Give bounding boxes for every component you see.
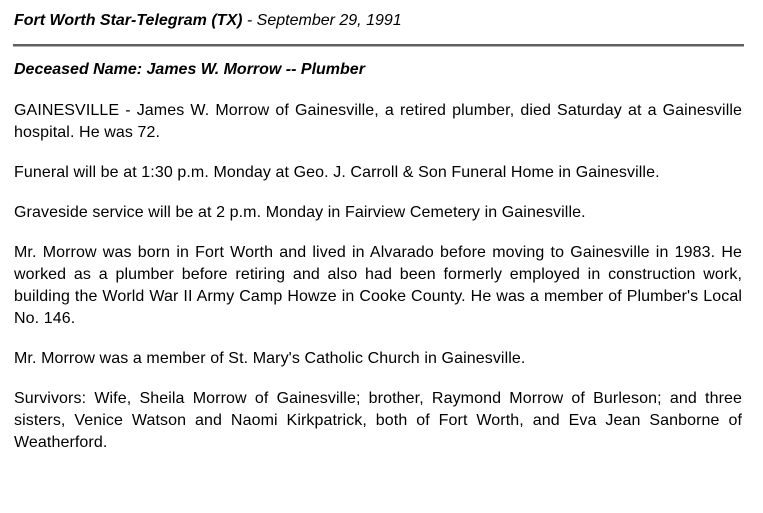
obituary-body — [14, 100, 742, 472]
paragraph-graveside: Graveside service will be at 2 p.m. Monday in Fairview Cemetery in Gainesville. — [14, 204, 586, 221]
header — [14, 12, 402, 30]
deceased-name: Deceased Name: James W. Morrow -- Plumber — [14, 61, 365, 78]
paragraph-funeral: Funeral will be at 1:30 p.m. Monday at Geo. J. Carroll & Son Funeral Home in Gainesville. — [14, 164, 660, 181]
paragraph-church: Mr. Morrow was a member of St. Mary's Catholic Church in Gainesville. — [14, 350, 526, 367]
paragraph-announcement: GAINESVILLE - James W. Morrow of Gainesville, a retired plumber, died Saturday at a Gainesville hospital. He was 72. — [14, 102, 742, 141]
header-separator: - — [242, 12, 257, 29]
publication-date: September 29, 1991 — [256, 12, 402, 29]
paragraph-biography: Mr. Morrow was born in Fort Worth and lived in Alvarado before moving to Gainesville in 1983. He worked as a plumber before retiring and also had been formerly employed in construction work, building the World War II Army Camp Howze in Cooke County. He was a member of Plumber's Local No. 146. — [14, 244, 742, 327]
header-divider — [13, 44, 744, 47]
newspaper-name: Fort Worth Star-Telegram (TX) — [14, 12, 243, 29]
paragraph-survivors: Survivors: Wife, Sheila Morrow of Gainesville; brother, Raymond Morrow of Burleson; and three sisters, Venice Watson and Naomi Kirkpatrick, both of Fort Worth, and Eva Jean Sanborne of Weatherford. — [14, 390, 742, 451]
